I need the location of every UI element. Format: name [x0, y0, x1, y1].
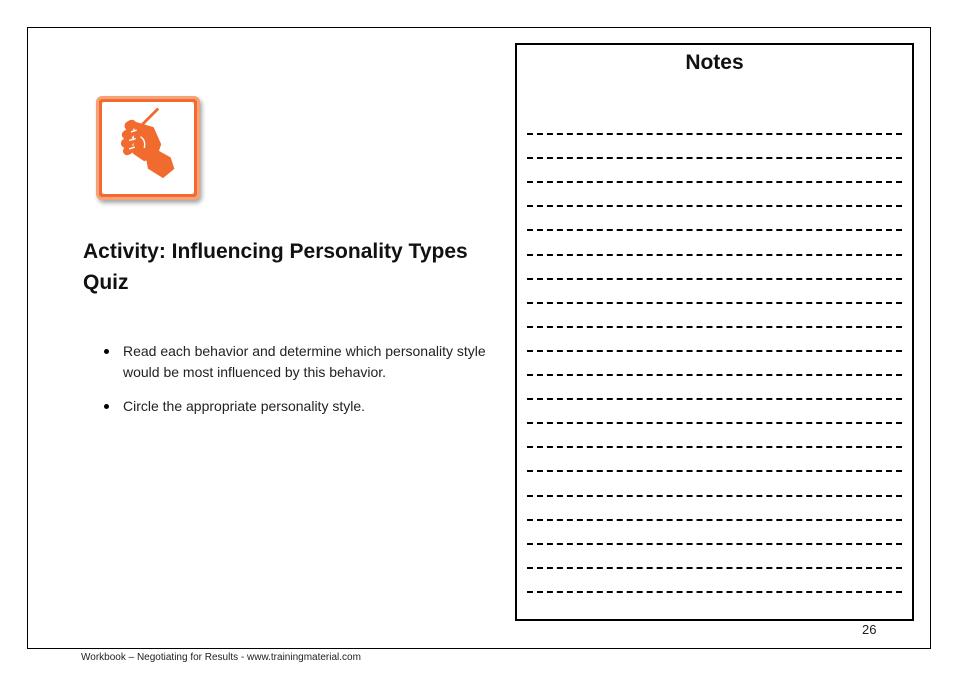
notes-line — [527, 350, 902, 352]
instruction-item — [104, 341, 504, 383]
notes-line — [527, 254, 902, 256]
notes-line — [527, 278, 902, 280]
notes-line — [527, 567, 902, 569]
instruction-list — [104, 341, 504, 430]
footer-text: Workbook – Negotiating for Results - www.trainingmaterial.com — [81, 652, 361, 663]
notes-box — [515, 43, 914, 621]
activity-icon-tile — [96, 96, 200, 200]
notes-line — [527, 495, 902, 497]
bullet-icon — [104, 349, 109, 354]
notes-line — [527, 302, 902, 304]
notes-line — [527, 446, 902, 448]
notes-line — [527, 519, 902, 521]
instruction-text: Read each behavior and determine which personality style would be most influenced by this behavior. — [123, 343, 486, 380]
activity-title: Activity: Influencing Personality Types Quiz — [83, 240, 468, 294]
notes-line — [527, 326, 902, 328]
notes-line — [527, 181, 902, 183]
notes-line — [527, 398, 902, 400]
notes-line — [527, 205, 902, 207]
bullet-icon — [104, 404, 109, 409]
notes-title: Notes — [685, 51, 744, 74]
notes-line — [527, 229, 902, 231]
notes-line — [527, 374, 902, 376]
hand-holding-pencil-icon — [99, 99, 197, 197]
notes-line — [527, 157, 902, 159]
notes-line — [527, 422, 902, 424]
notes-line — [527, 543, 902, 545]
notes-line — [527, 591, 902, 593]
instruction-text: Circle the appropriate personality style. — [123, 398, 366, 414]
page-number: 26 — [862, 622, 877, 637]
notes-line — [527, 133, 902, 135]
notes-line — [527, 470, 902, 472]
instruction-item — [104, 396, 504, 417]
